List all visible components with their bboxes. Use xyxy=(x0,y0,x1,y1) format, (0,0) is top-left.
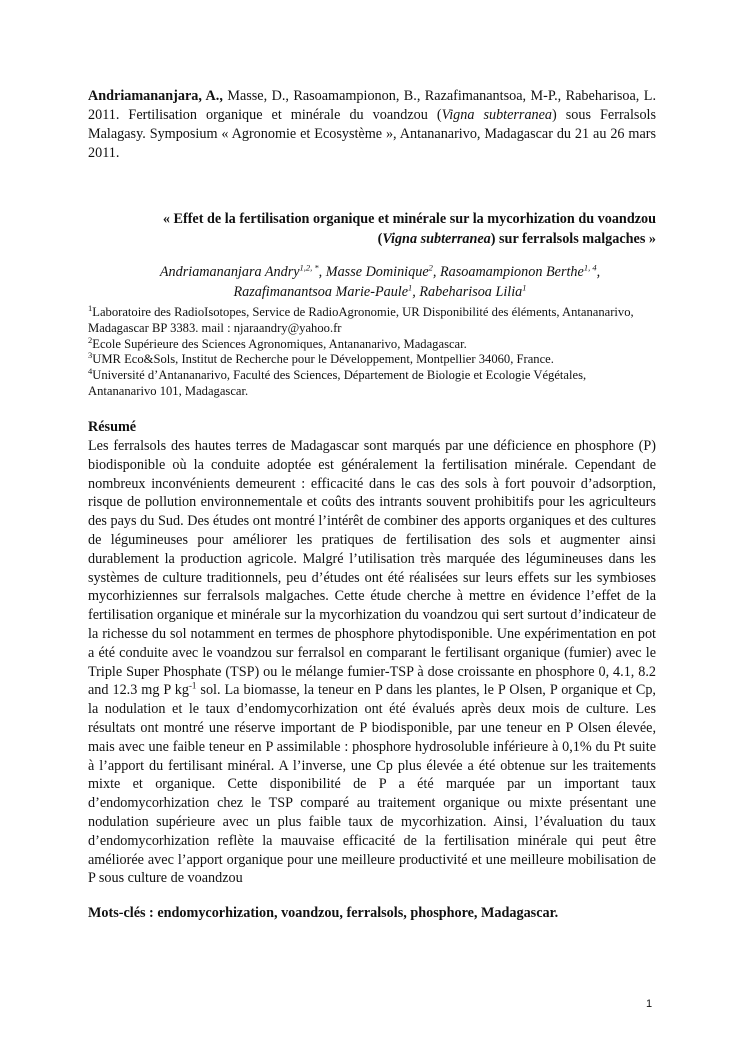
author: Razafimanantsoa Marie-Paule$^1$, xyxy=(233,282,420,300)
affiliation-item: $^3$UMR Eco&Sols, Institut de Recherche pour le Développement, Montpellier 34060, France. xyxy=(88,350,554,367)
affiliation-item: $^1$Laboratoire des RadioIsotopes, Service de RadioAgronomie, UR Disponibilité des éléments, Antananarivo, Madagascar BP 3383. mail : njaraandry@yahoo.fr xyxy=(88,302,634,335)
title-part-2: ) sur ferralsols malgaches » xyxy=(490,231,656,247)
paper-title xyxy=(120,209,656,249)
author: Rabeharisoa Lilia$^1$ xyxy=(419,282,527,300)
citation-species: Vigna subterranea xyxy=(441,107,553,123)
affiliations xyxy=(88,302,656,400)
abstract-body: Les ferralsols des hautes terres de Madagascar sont marqués par une déficience en phosphore (P) biodisponible où la conduite adoptée est généralement la fertilisation minérale. Cependant de nombreux inconvénients demeurent : efficacité dans le cas des sols à fort pouvoir d’adsorption, risque de pollution environnementale et coûts des intrants souvent prohibitifs pour les agriculteurs des pays du Sud. Des études ont montré l’intérêt de combiner des apports organiques et des cultures de légumineuses pour améliorer les pratiques de fertilisation des sols et augmenter ainsi durablement la production agricole. Malgré l’utilisation très marquée des légumineuses dans les systèmes de culture traditionnels, peu d’études ont été réalisées sur leurs effets sur les symbioses mycorhiziennes sur ferralsols malgaches. Cette étude cherche à mettre en évidence l’effet de la fertilisation organique et minérale sur la mycorhization du voandzou qui sert surtout d’indicateur de la richesse du sol notamment en termes de phosphore phytodisponible. Une expérimentation en pot a été conduite avec le voandzou sur ferralsol en comparant le fertilisant organique (fumier) avec le Triple Super Phosphate (TSP) ou le mélange fumier-TSP à dose croissante en phosphore 0, 4.1, 8.2 and 12.3 mg P $kg^{-1}$ sol. La biomasse, la teneur en P dans les plantes, le P Olsen, P organique et Cp, la nodulation et le taux d’endomycorhization ont été évalués après deux mois de culture. Les résultats ont montré une réserve important de P biodisponible, par une teneur en P Olsen élevée, mais avec une faible teneur en P assimilable : phosphore hydrosoluble inférieure à 0,1% du Pt suite à l’apport du fertilisant minéral. A l’inverse, une Cp plus élevée a été obtenue sur les traitements mixte et organique. Cette disponibilité de P a été marquée par un important taux d’endomycorhization chez le TSP comparé au traitement organique ou mixte présentant une nodulation supérieure avec un plus faible taux de mycorhization. Ainsi, l’évaluation du taux d’endomycorhization reflète la mauvaise efficacité de la fertilisation minérale qui peut être améliorée avec l’apport organique pour une meilleure productivité et une meilleure mobilisation de P sous culture de voandzou xyxy=(88,438,656,887)
citation-reference xyxy=(88,87,656,163)
page-number: 1 xyxy=(646,998,653,1010)
author: Masse Dominique$^2$, xyxy=(325,262,440,280)
affiliation-item: $^2$Ecole Supérieure des Sciences Agronomiques, Antananarivo, Madagascar. xyxy=(88,334,467,351)
title-part-1: « Effet de la fertilisation organique et minérale sur la mycorhization du voandzou ( xyxy=(162,211,656,247)
keywords: Mots-clés : endomycorhization, voandzou, ferralsols, phosphore, Madagascar. xyxy=(88,905,559,921)
author: Rasoamampionon Berthe$^{1, 4}$, xyxy=(439,262,601,280)
affiliation-item: $^4$Université d’Antananarivo, Faculté des Sciences, Département de Biologie et Ecologie Végétales, Antananarivo 101, Madagascar. xyxy=(88,366,587,398)
title-species: Vigna subterranea xyxy=(382,231,491,247)
author: Andriamananjara Andry$^{1,2, *}$, xyxy=(159,262,326,280)
citation-text-2: ) sous Ferralsols Malagasy. Symposium « Agronomie et Ecosystème », Antananarivo, Madagascar du 21 au 26 mars 2011. xyxy=(88,107,656,161)
abstract-heading: Résumé xyxy=(88,419,137,435)
author-list xyxy=(100,262,660,302)
lead-author: Andriamananjara, A., xyxy=(88,88,223,104)
citation-text-1: Masse, D., Rasoamampionon, B., Razafimanantsoa, M-P., Rabeharisoa, L. 2011. Fertilisation organique et minérale du voandzou ( xyxy=(88,88,656,123)
